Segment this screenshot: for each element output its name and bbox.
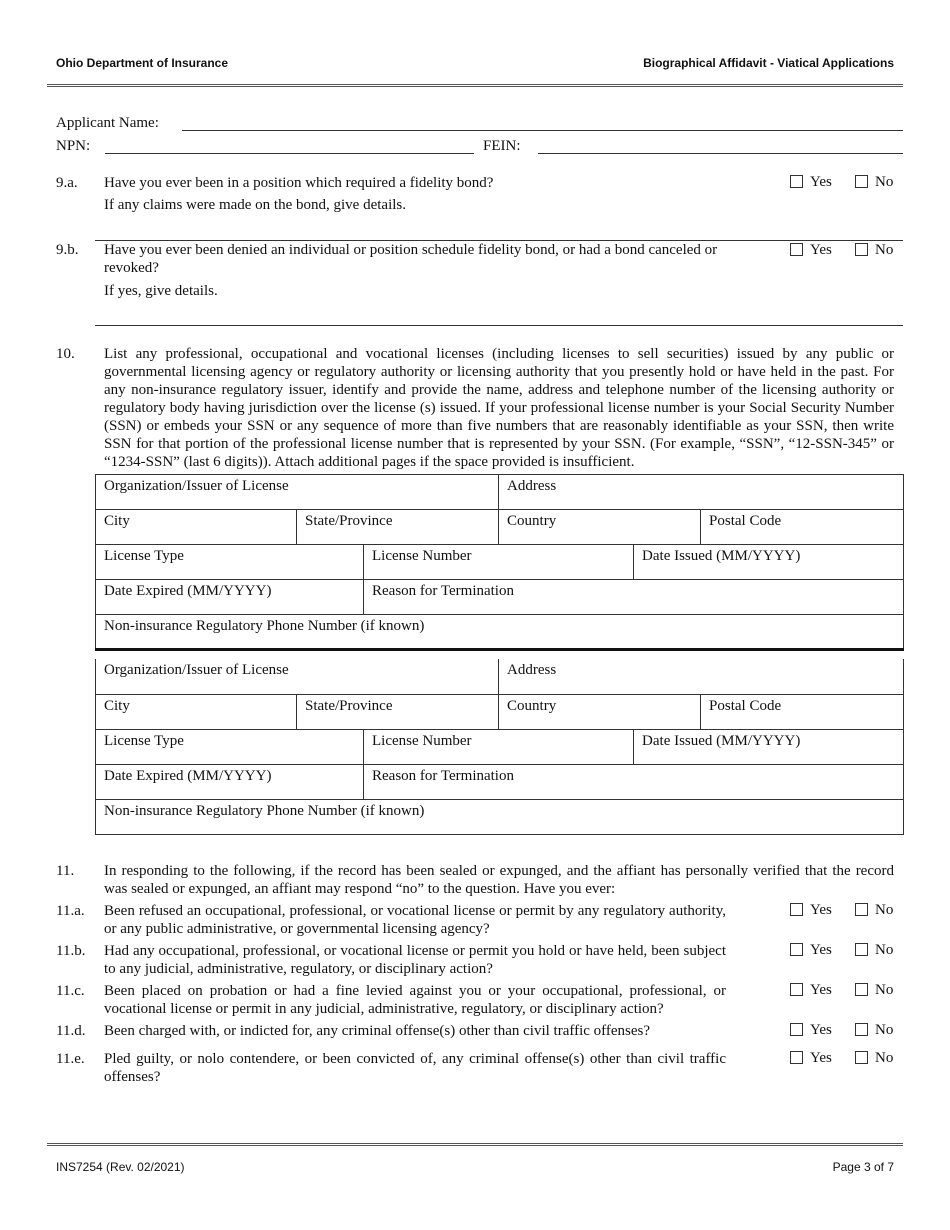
license-state-cell[interactable]: State/Province [297, 694, 499, 729]
q11b-text: Had any occupational, professional, or vocational license or permit you hold or have held, been subject to any judicial, administrative, regulatory, or disciplinary action? [104, 943, 726, 977]
footer-form-number: INS7254 (Rev. 02/2021) [56, 1160, 185, 1174]
q9a-no-label: No [875, 174, 894, 190]
license-expired-cell[interactable]: Date Expired (MM/YYYY) [96, 764, 364, 799]
license-phone-cell[interactable]: Non-insurance Regulatory Phone Number (if known) [96, 615, 904, 650]
q11b-no-checkbox[interactable] [855, 943, 868, 956]
license-issued-cell[interactable]: Date Issued (MM/YYYY) [634, 545, 904, 580]
q11c-text: Been placed on probation or had a fine levied against you or your occupational, professional, or vocational license or permit in any judicial, administrative, regulatory, or disciplinary action? [104, 983, 726, 1017]
q11b-number: 11.b. [56, 943, 86, 959]
q11b-yes-checkbox[interactable] [790, 943, 803, 956]
license-city-cell[interactable]: City [96, 510, 297, 545]
q9a-number: 9.a. [56, 175, 78, 191]
license-phone-cell[interactable]: Non-insurance Regulatory Phone Number (if known) [96, 799, 904, 834]
license-org-cell[interactable]: Organization/Issuer of License [96, 475, 499, 510]
applicant-name-label: Applicant Name: [56, 115, 159, 131]
header-agency: Ohio Department of Insurance [56, 56, 229, 70]
footer-rule [47, 1143, 903, 1146]
q11e-text: Pled guilty, or nolo contendere, or been convicted of, any criminal offense(s) other than civil traffic offenses? [104, 1051, 726, 1085]
license-table-1 [95, 474, 904, 651]
license-type-cell[interactable]: License Type [96, 545, 364, 580]
q11e-no-checkbox[interactable] [855, 1051, 868, 1064]
license-number-cell[interactable]: License Number [364, 729, 634, 764]
q11a-yes-checkbox[interactable] [790, 903, 803, 916]
npn-field[interactable] [105, 153, 474, 154]
q9b-no-checkbox[interactable] [855, 243, 868, 256]
q9b-details-line[interactable] [95, 325, 903, 326]
footer-page-number: Page 3 of 7 [832, 1160, 894, 1174]
q9a-no-checkbox[interactable] [855, 175, 868, 188]
license-type-cell[interactable]: License Type [96, 729, 364, 764]
license-expired-cell[interactable]: Date Expired (MM/YYYY) [96, 580, 364, 615]
q11b-no-label: No [875, 942, 894, 958]
npn-label: NPN: [56, 138, 91, 154]
license-issued-cell[interactable]: Date Issued (MM/YYYY) [634, 729, 904, 764]
q11d-yes-label: Yes [810, 1022, 832, 1038]
q11c-no-label: No [875, 982, 894, 998]
q11e-yes-label: Yes [810, 1050, 832, 1066]
q11-text: In responding to the following, if the record has been sealed or expunged, and the affiant has personally verified that the record was sealed or expunged, an affiant may respond “no” to the question. Have you ever: [104, 863, 894, 897]
license-city-cell[interactable]: City [96, 694, 297, 729]
license-country-cell[interactable]: Country [499, 694, 701, 729]
license-country-cell[interactable]: Country [499, 510, 701, 545]
q11c-number: 11.c. [56, 983, 85, 999]
fein-label: FEIN: [483, 138, 521, 154]
license-postal-cell[interactable]: Postal Code [701, 510, 904, 545]
q11c-no-checkbox[interactable] [855, 983, 868, 996]
license-table-2 [95, 659, 904, 835]
license-org-cell[interactable]: Organization/Issuer of License [96, 659, 499, 694]
q9a-yes-checkbox[interactable] [790, 175, 803, 188]
q11d-yes-checkbox[interactable] [790, 1023, 803, 1036]
q9b-yes-label: Yes [810, 242, 832, 258]
q9b-text: Have you ever been denied an individual or position schedule fidelity bond, or had a bond canceled or revoked? [104, 242, 718, 276]
license-address-cell[interactable]: Address [499, 475, 904, 510]
q9b-subtext: If yes, give details. [104, 283, 218, 299]
q11a-no-checkbox[interactable] [855, 903, 868, 916]
q11e-no-label: No [875, 1050, 894, 1066]
license-state-cell[interactable]: State/Province [297, 510, 499, 545]
q9b-yes-checkbox[interactable] [790, 243, 803, 256]
q11a-yes-label: Yes [810, 902, 832, 918]
license-address-cell[interactable]: Address [499, 659, 904, 694]
license-reason-cell[interactable]: Reason for Termination [364, 764, 904, 799]
q11e-yes-checkbox[interactable] [790, 1051, 803, 1064]
q11c-yes-label: Yes [810, 982, 832, 998]
fein-field[interactable] [538, 153, 903, 154]
license-number-cell[interactable]: License Number [364, 545, 634, 580]
q10-number: 10. [56, 346, 75, 362]
q11a-number: 11.a. [56, 903, 85, 919]
q11e-number: 11.e. [56, 1051, 85, 1067]
q9a-subtext: If any claims were made on the bond, give details. [104, 197, 406, 213]
q11-number: 11. [56, 863, 75, 879]
applicant-name-field[interactable] [182, 130, 903, 131]
license-postal-cell[interactable]: Postal Code [701, 694, 904, 729]
q11d-no-checkbox[interactable] [855, 1023, 868, 1036]
q11a-text: Been refused an occupational, professional, or vocational license or permit by any regulatory authority, or any public administrative, or governmental licensing agency? [104, 903, 726, 937]
license-reason-cell[interactable]: Reason for Termination [364, 580, 904, 615]
q11b-yes-label: Yes [810, 942, 832, 958]
q9b-no-label: No [875, 242, 894, 258]
q11d-text: Been charged with, or indicted for, any criminal offense(s) other than civil traffic offenses? [104, 1023, 651, 1039]
header-rule [47, 84, 903, 87]
q9a-text: Have you ever been in a position which required a fidelity bond? [104, 175, 494, 191]
header-form-title: Biographical Affidavit - Viatical Applications [643, 56, 894, 70]
q11c-yes-checkbox[interactable] [790, 983, 803, 996]
q9a-yes-label: Yes [810, 174, 832, 190]
q9b-number: 9.b. [56, 242, 79, 258]
q10-text: List any professional, occupational and vocational licenses (including licenses to sell securities) issued by any public or governmental licensing agency or regulatory authority or licensing authority that you presently hold or have held in the past. For any non-insurance regulatory issuer, identify and provide the name, address and telephone number of the licensing authority or regulatory body having jurisdiction over the license (s) issued. If your professional license number is your Social Security Number (SSN) or embeds your SSN or any sequence of more than five numbers that are reasonably identifiable as your SSN, then write SSN for that portion of the professional license number that is represented by your SSN. (For example, “SSN”, “12-SSN-345” or “1234-SSN” (last 6 digits)). Attach additional pages if the space provided is insufficient. [104, 346, 894, 470]
q11a-no-label: No [875, 902, 894, 918]
q11d-no-label: No [875, 1022, 894, 1038]
q11d-number: 11.d. [56, 1023, 86, 1039]
